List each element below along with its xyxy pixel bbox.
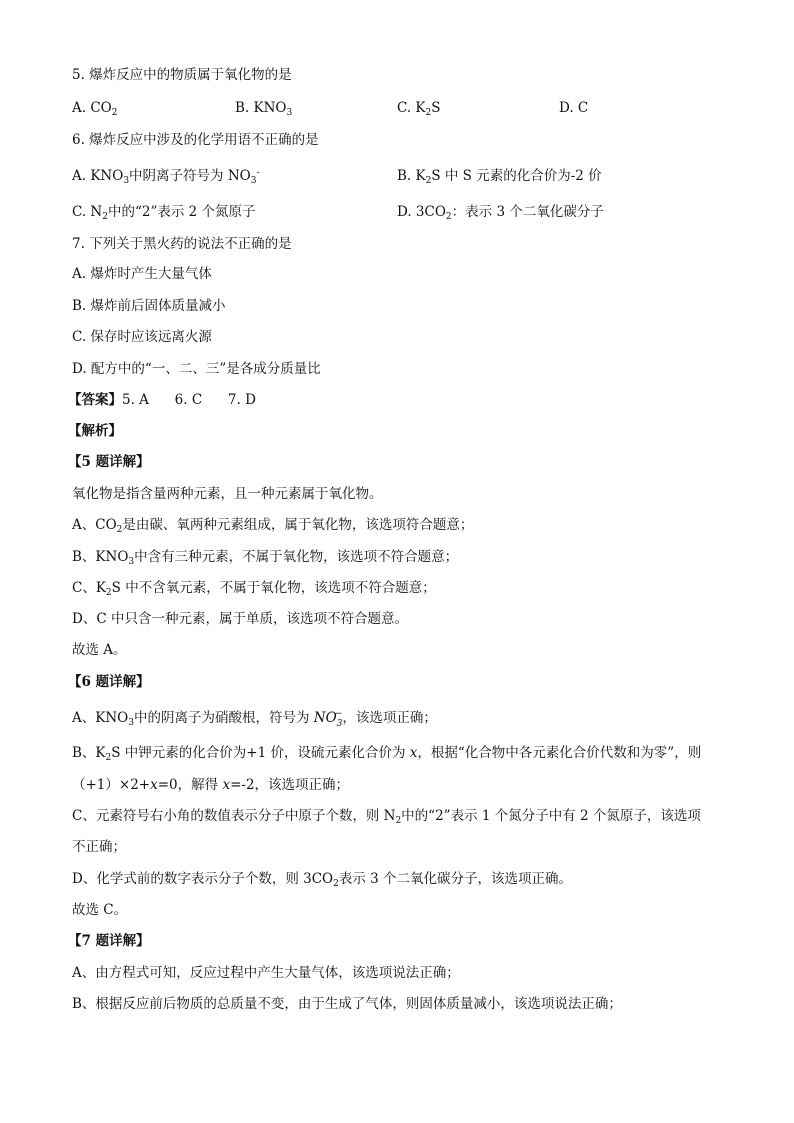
answer-label: 【答案】 (68, 392, 122, 408)
q6-option-b: B. $K_2S$ 中 S 元素的化合价为-2 价 (397, 168, 602, 186)
answer-text: 5. A 6. C 7. D (122, 392, 256, 408)
detail5-line-c: C、$K_2S$ 中不含氧元素，不属于氧化物，该选项不符合题意； (72, 580, 436, 598)
nitrate-ion-formula: $NO_3$ − (313, 709, 343, 729)
detail7-line-b: B、根据反应前后物质的总质量不变，由于生成了气体，则固体质量减小，该选项说法正确； (72, 996, 622, 1012)
q6-stem: 6. 爆炸反应中涉及的化学用语不正确的是 (72, 132, 319, 148)
q7-option-d: D. 配方中的“一、二、三”是各成分质量比 (72, 361, 321, 377)
detail5-conclusion: 故选 A。 (72, 642, 127, 658)
q7-option-c: C. 保存时应该远离火源 (72, 329, 212, 345)
detail6-title: 【6 题详解】 (68, 674, 150, 690)
detail6-line-a: A、$KNO_3$中的阴离子为硝酸根，符号为 $NO_3$ − ，该选项正确； (72, 709, 437, 729)
q6-option-c: C. $N_2$中的“2”表示 2 个氮原子 (72, 204, 256, 222)
detail6-line-c1: C、元素符号右小角的数值表示分子中原子个数，则 $N_2$中的“2”表示 1 个氮分子中有 2 个氮原子，该选项 (72, 808, 701, 826)
q5-option-c: C. $K_2S$ (397, 100, 441, 118)
q7-stem: 7. 下列关于黑火药的说法不正确的是 (72, 236, 292, 252)
detail5-title: 【5 题详解】 (68, 454, 150, 470)
detail7-line-a: A、由方程式可知，反应过程中产生大量气体，该选项说法正确； (72, 965, 460, 981)
answer-line (68, 391, 256, 409)
detail5-line-a: A、$CO_2$是由碳、氧两种元素组成，属于氧化物，该选项符合题意； (72, 517, 474, 535)
detail7-title: 【7 题详解】 (68, 933, 150, 949)
detail5-intro: 氧化物是指含量两种元素，且一种元素属于氧化物。 (72, 486, 383, 502)
q5-option-a: A. $CO_2$ (72, 100, 118, 118)
q7-option-a: A. 爆炸时产生大量气体 (72, 266, 212, 282)
q7-option-b: B. 爆炸前后固体质量减小 (72, 298, 226, 314)
q5-option-d: D. C (559, 100, 589, 116)
detail6-conclusion: 故选 C。 (72, 902, 128, 918)
q6-option-a: A. $KNO_3$中阴离子符号为 $NO_3^-$ (72, 168, 260, 186)
detail6-line-d: D、化学式前的数字表示分子个数，则 $3CO_2$表示 3 个二氧化碳分子，该选项正确。 (72, 871, 573, 889)
detail6-line-b1: B、$K_2S$ 中钾元素的化合价为+1 价，设硫元素化合价为 x，根据“化合物中各元素化合价代数和为零”，则 (72, 745, 702, 763)
detail6-line-c2: 不正确； (72, 839, 126, 855)
detail5-line-d: D、C 中只含一种元素，属于单质，该选项不符合题意。 (72, 611, 408, 627)
q6-option-d: D. $3CO_2$：表示 3 个二氧化碳分子 (397, 204, 604, 222)
detail5-line-b: B、$KNO_3$中含有三种元素，不属于氧化物，该选项不符合题意； (72, 549, 459, 567)
q5-stem: 5. 爆炸反应中的物质属于氧化物的是 (72, 67, 292, 83)
detail6-line-b2: （+1）×2+x=0，解得 x=-2，该选项正确； (72, 777, 350, 793)
analysis-label: 【解析】 (68, 423, 122, 439)
q5-option-b: B. $KNO_3$ (235, 100, 293, 118)
